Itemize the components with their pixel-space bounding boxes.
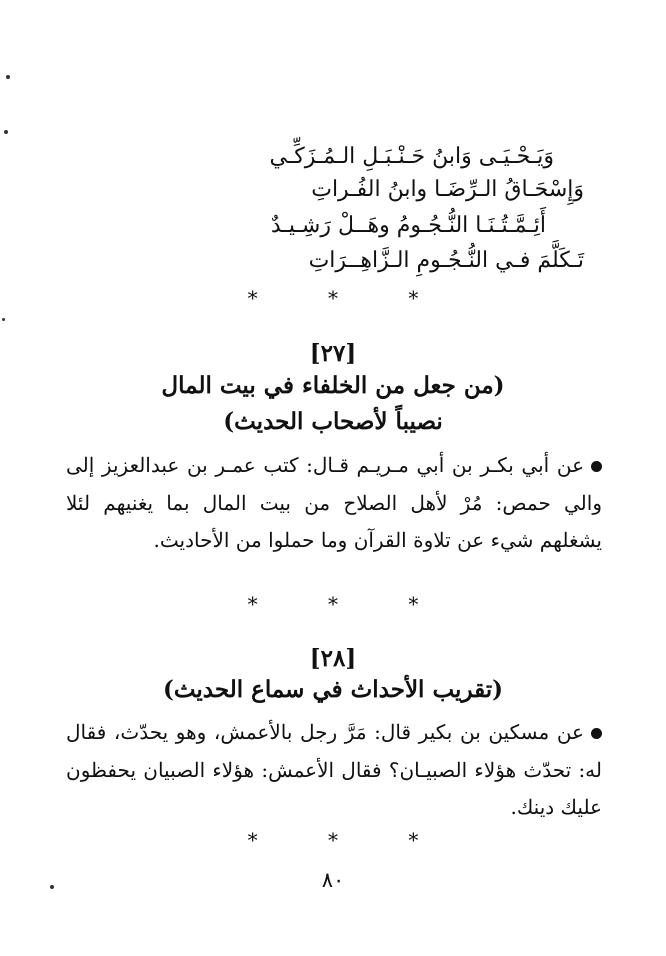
poem-line-3: أَئِـمَّـتُـنَـا النُّـجُـومُ وهَــلْ رَشِـيـدٌ xyxy=(270,213,546,238)
poem-line-2: وَإِسْحَـاقُ الـرِّضَـا وابنُ الفُـراتِ xyxy=(311,177,584,202)
section-number: [٢٨] xyxy=(309,645,357,672)
poem-line-4: تَـكَلَّمَ فـي النُّـجُـومِ الـزَّاهِــرَاتِ xyxy=(308,248,584,273)
section-separator: * * * xyxy=(247,592,451,616)
section-separator: * * * xyxy=(247,828,451,852)
page-number: ٨٠ xyxy=(321,868,345,892)
bullet-icon xyxy=(591,728,602,739)
section-title-line-1: (تقريب الأحداث في سماع الحديث) xyxy=(162,676,504,703)
scan-speck xyxy=(6,75,10,79)
scan-speck xyxy=(2,318,5,321)
section-paragraph xyxy=(66,714,602,829)
section-paragraph xyxy=(66,447,602,597)
section-number: [٢٧] xyxy=(309,340,357,367)
section-title-line-2: نصيباً لأصحاب الحديث) xyxy=(223,408,443,435)
section-title-line-1: (من جعل من الخلفاء في بيت المال xyxy=(161,372,505,399)
bullet-icon xyxy=(591,461,602,472)
paragraph-text: عن مسكين بن بكير قال: مَرَّ رجل بالأعمش، وهو يحدّث، فقال له: تحدّث هؤلاء الصبيـان؟ فقال الأعمش: هؤلاء الصبيان يحفظون عليك دينك. xyxy=(66,720,602,819)
scan-speck xyxy=(4,130,8,134)
paragraph-text: عن أبي بكـر بن أبي مـريـم قـال: كتب عمـر بن عبدالعزيز إلى والي حمص: مُرْ لأهل الصلاح من بيت المال بما يغنيهم لئلا يشغلهم شيء عن تلاوة القرآن وما حملوا من الأحاديث. xyxy=(66,453,602,552)
section-separator: * * * xyxy=(247,286,451,310)
poem-line-1: وَيَـحْـيَـى وَابنُ حَـنْـبَـلِ الـمُـزَكِّـي xyxy=(269,144,554,169)
